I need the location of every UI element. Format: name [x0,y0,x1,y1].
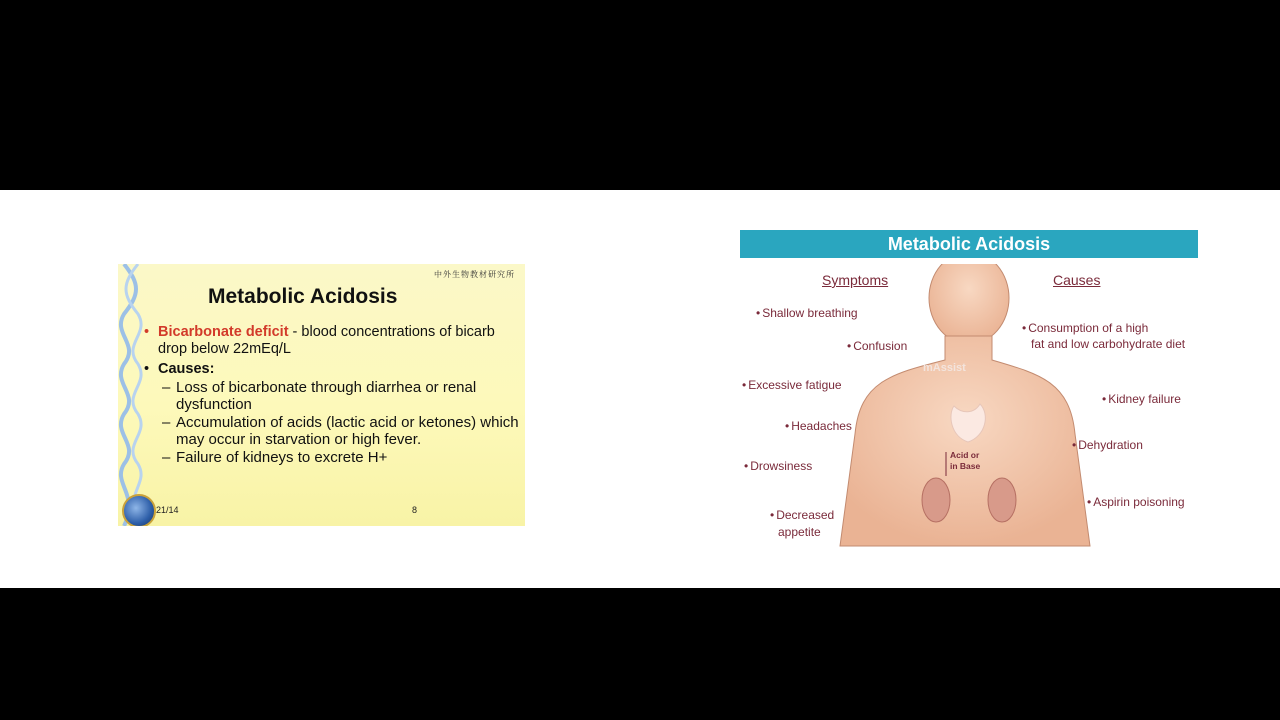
bicarbonate-deficit-desc: - blood concentrations of bicarb drop below 22mEq/L [158,324,495,357]
watermark: mAssist [923,362,966,374]
globe-logo-icon [122,494,156,526]
cause-item: – Failure of kidneys to excrete H+ [162,449,388,466]
right-slide [740,230,1198,550]
cause-label-continued: fat and low carbohydrate diet [1031,337,1186,351]
publisher-header: 中外生物教材研究所 [434,270,515,279]
symptom-label-continued: appetite [778,525,821,539]
slide-body [142,324,522,466]
symptom-label: • Headaches [785,419,852,433]
cause-item: – Loss of bicarbonate through diarrhea or renal dysfunction [162,379,477,413]
cause-label: • Kidney failure [1102,392,1181,406]
acid-base-label: Acid or in Base [950,450,981,471]
symptom-label: • Confusion [847,339,908,353]
slide-title: Metabolic Acidosis [208,285,398,308]
cause-label: • Consumption of a high [1022,321,1149,335]
bullet-bicarbonate: • Bicarbonate deficit - blood concentrations of bicarb drop below 22mEq/L [144,324,495,357]
cause-label: • Dehydration [1072,438,1143,452]
causes-header: Causes [1053,272,1101,288]
symptoms-header: Symptoms [822,272,889,288]
bullet-causes: • Causes: [144,361,215,377]
left-slide [118,264,525,526]
symptom-label: • Shallow breathing [756,306,858,320]
causes-label: Causes: [158,361,215,377]
bicarbonate-deficit-term: Bicarbonate deficit [158,324,289,340]
banner-title: Metabolic Acidosis [740,230,1198,258]
dna-helix-icon [118,264,144,526]
slide-date: 21/14 [156,505,179,515]
slide-page-number: 8 [412,505,418,515]
cause-item: – Accumulation of acids (lactic acid or ketones) which may occur in starvation or high fever. [162,414,519,448]
symptom-label: • Excessive fatigue [742,378,842,392]
cause-label: • Aspirin poisoning [1087,495,1185,509]
symptom-label: • Drowsiness [744,459,813,473]
symptom-label: • Decreased [770,508,835,522]
